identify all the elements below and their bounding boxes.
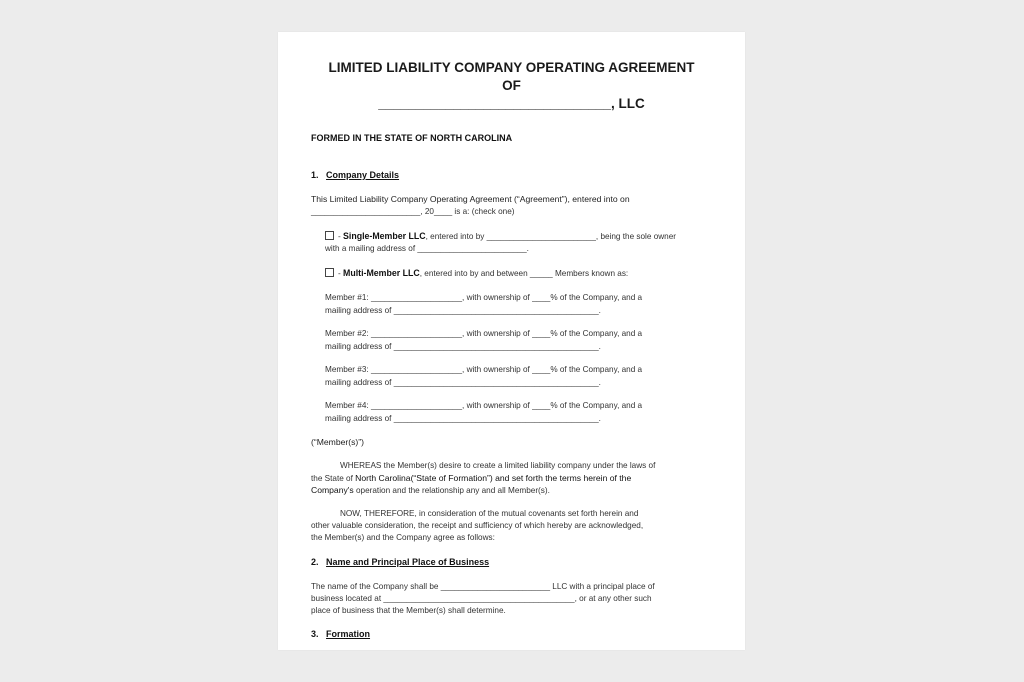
section-1-heading	[311, 170, 399, 180]
single-member-option: - Single-Member LLC, entered into by ________________________, being the sole owner	[325, 231, 676, 241]
single-member-label: Single-Member LLC	[343, 231, 426, 241]
document-title: LIMITED LIABILITY COMPANY OPERATING AGREEMENT	[328, 60, 695, 75]
whereas-line-3: Company's operation and the relationship any and all Member(s).	[311, 485, 550, 495]
member-4-line-1: Member #4: ____________________, with ownership of ____% of the Company, and a	[325, 401, 643, 410]
multi-member-option: - Multi-Member LLC, entered into by and between _____ Members known as:	[325, 268, 628, 278]
whereas-line-1: WHEREAS the Member(s) desire to create a limited liability company under the laws of	[340, 461, 656, 470]
now-therefore-line-2: other valuable consideration, the receipt and sufficiency of which hereby are acknowledged,	[311, 521, 644, 530]
member-1-line-1: Member #1: ____________________, with ownership of ____% of the Company, and a	[325, 293, 643, 302]
member-1-line-2: mailing address of _____________________________________________.	[325, 306, 601, 315]
intro-line-1: This Limited Liability Company Operating Agreement (“Agreement”), entered into on	[311, 194, 630, 204]
whereas-line-2: the State of North Carolina(“State of Formation”) and set forth the terms herein of the	[311, 473, 632, 483]
members-label: (“Member(s)”)	[311, 437, 364, 447]
single-member-checkbox[interactable]	[325, 231, 334, 240]
section-3-heading	[311, 629, 370, 639]
section-2-title: Name and Principal Place of Business	[326, 557, 490, 567]
document-title-of: OF	[502, 78, 521, 93]
name-para-line-2: business located at __________________________________________, or at any other such	[311, 594, 652, 603]
single-member-address: with a mailing address of ________________________.	[325, 244, 529, 253]
member-3-line-1: Member #3: ____________________, with ownership of ____% of the Company, and a	[325, 365, 643, 374]
intro-line-2: ________________________, 20____ is a: (check one)	[311, 207, 515, 216]
section-1-number: 1.	[311, 170, 319, 180]
now-therefore-line-1: NOW, THEREFORE, in consideration of the mutual covenants set forth herein and	[340, 509, 639, 518]
now-therefore-line-3: the Member(s) and the Company agree as follows:	[311, 533, 495, 542]
formed-in-state: FORMED IN THE STATE OF NORTH CAROLINA	[311, 133, 513, 143]
name-para-line-1: The name of the Company shall be ________________________ LLC with a principal place of	[311, 582, 655, 591]
member-2-line-2: mailing address of _____________________________________________.	[325, 342, 601, 351]
document-page	[278, 32, 745, 650]
member-4-line-2: mailing address of _____________________________________________.	[325, 414, 601, 423]
section-1-title: Company Details	[326, 170, 400, 180]
section-3-title: Formation	[326, 629, 371, 639]
multi-member-label: Multi-Member LLC	[343, 268, 420, 278]
name-para-line-3: place of business that the Member(s) shall determine.	[311, 606, 506, 615]
member-2-line-1: Member #2: ____________________, with ownership of ____% of the Company, and a	[325, 329, 643, 338]
multi-member-checkbox[interactable]	[325, 268, 334, 277]
member-3-line-2: mailing address of _____________________________________________.	[325, 378, 601, 387]
section-3-number: 3.	[311, 629, 319, 639]
section-2-number: 2.	[311, 557, 319, 567]
llc-name-blank: _______________________________, LLC	[378, 96, 645, 111]
section-2-heading	[311, 557, 489, 567]
